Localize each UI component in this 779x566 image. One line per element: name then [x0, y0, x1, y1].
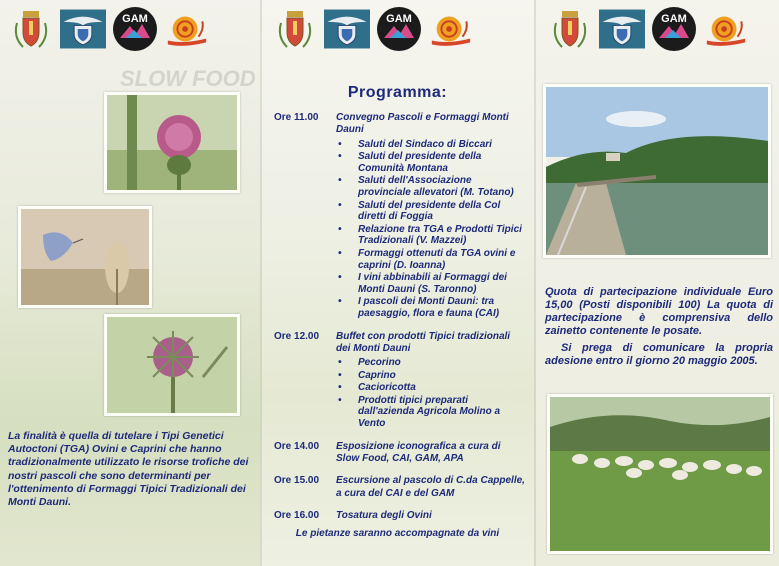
svg-text:GAM: GAM — [661, 13, 687, 25]
logo-row-right — [547, 6, 749, 52]
program-list — [274, 112, 526, 532]
list-item: • I pascoli dei Monti Dauni: tra paesaggio, flora e fauna (CAI) — [358, 296, 526, 319]
program-item-title: Buffet con prodotti Tipici tradizionali dei Monti Dauni — [336, 330, 511, 354]
program-panel — [260, 0, 535, 566]
list-item: • Pecorino — [358, 357, 526, 369]
snail-logo-icon — [164, 6, 210, 52]
list-item: • Saluti del presidente della Comunità Montana — [358, 151, 526, 174]
svg-text:GAM: GAM — [386, 13, 412, 25]
club-emblem-icon — [599, 6, 645, 52]
program-item-title: Escursione al pascolo di C.da Cappelle, a cura del CAI e del GAM — [336, 475, 525, 499]
svg-text:GAM: GAM — [122, 13, 148, 25]
quota-text: Quota di partecipazione individuale Euro 15,00 (Posti disponibili 100) La quota di partecipazione è comprensiva dello zainetto contenente le posate. — [545, 286, 773, 337]
program-item-title: Convegno Pascoli e Formaggi Monti Dauni — [336, 112, 509, 136]
program-title: Programma: — [347, 84, 448, 101]
gam-logo-icon — [112, 6, 158, 52]
registration-note: Si prega di comunicare la propria adesione entro il giorno 20 maggio 2005. — [545, 342, 773, 367]
program-item-title: Esposizione iconografica a cura di Slow Food, CAI, GAM, APA — [336, 440, 501, 464]
list-item: • I vini abbinabili ai Formaggi dei Monti Dauni (S. Taronno) — [358, 272, 526, 295]
program-time: Ore 14.00 — [274, 440, 320, 452]
program-block-1400 — [274, 441, 526, 466]
list-item: • Prodotti tipici preparati dall'azienda Agricola Molino a Vento — [358, 395, 526, 430]
thistle-photo — [104, 92, 240, 193]
list-item: • Formaggi ottenuti da TGA ovini e caprini (D. Ioanna) — [358, 248, 526, 271]
butterfly-photo — [18, 206, 152, 308]
ghost-title: SLOW FOOD — [120, 66, 256, 91]
program-block-1500 — [274, 475, 526, 500]
list-item: • Saluti del Sindaco di Biccari — [358, 139, 526, 151]
club-emblem-icon — [60, 6, 106, 52]
logo-row-center — [272, 6, 474, 52]
lake-photo — [543, 84, 771, 258]
snail-logo-icon — [428, 6, 474, 52]
thistle-photo-2 — [104, 314, 240, 416]
municipality-crest-icon — [8, 6, 54, 52]
program-time: Ore 11.00 — [274, 112, 319, 123]
program-block-1600 — [274, 510, 526, 522]
sheep-photo — [547, 394, 773, 554]
program-block-1200 — [274, 331, 526, 431]
municipality-crest-icon — [272, 6, 318, 52]
snail-logo-icon — [703, 6, 749, 52]
list-item: • Cacioricotta — [358, 382, 526, 394]
municipality-crest-icon — [547, 6, 593, 52]
list-item: • Saluti del presidente della Col diretti di Foggia — [358, 200, 526, 223]
fold-line — [534, 0, 536, 566]
right-panel — [535, 0, 779, 566]
left-panel — [0, 0, 260, 566]
program-time: Ore 15.00 — [274, 475, 320, 487]
list-item: • Saluti dell'Associazione provinciale allevatori (M. Totano) — [358, 175, 526, 198]
program-item-title: Tosatura degli Ovini — [336, 509, 432, 521]
club-emblem-icon — [324, 6, 370, 52]
program-block-1100 — [274, 112, 526, 321]
program-time: Ore 16.00 — [274, 509, 320, 521]
gam-logo-icon — [376, 6, 422, 52]
list-item: • Caprino — [358, 370, 526, 382]
gam-logo-icon — [651, 6, 697, 52]
fold-line — [260, 0, 262, 566]
logo-row-left — [8, 6, 210, 52]
program-footer-note: Le pietanze saranno accompagnate da vini — [295, 528, 500, 539]
aim-paragraph: La finalità è quella di tutelare i Tipi Genetici Autoctoni (TGA) Ovini e Caprini che hanno tradizionalmente utilizzato le risorse trofiche dei nostri pascoli che sono determinanti per l'ottenimento di Formaggi Tipici Tradizionali dei Monti Dauni. — [8, 430, 249, 509]
program-time: Ore 12.00 — [274, 330, 320, 342]
list-item: • Relazione tra TGA e Prodotti Tipici Tradizionali (V. Mazzei) — [358, 224, 526, 247]
